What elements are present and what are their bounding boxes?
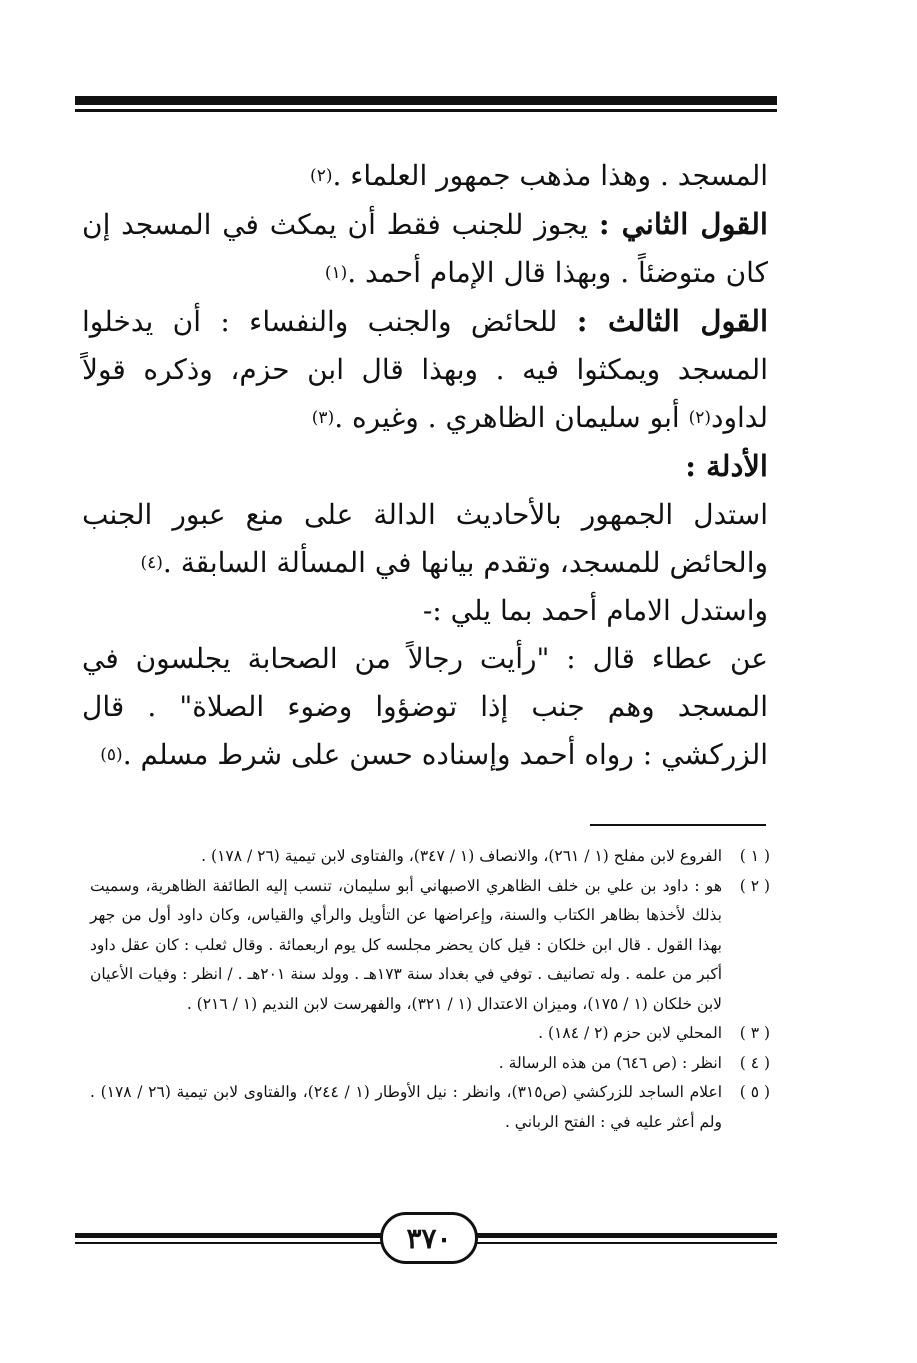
footnote-text: المحلي لابن حزم (٢ / ١٨٤) . (538, 1024, 722, 1042)
third-opinion-text-b: أبو سليمان الظاهري . وغيره . (334, 401, 689, 434)
footnote-number: ( ٢ ) (739, 876, 770, 895)
footnote-3 (90, 1019, 770, 1049)
footnote-ref-3: (٣) (311, 408, 335, 428)
paragraph-second-opinion (82, 200, 768, 297)
footnote-number: ( ٤ ) (739, 1053, 770, 1072)
footnote-ref-1: (١) (324, 263, 348, 283)
paragraph-third-opinion (82, 297, 768, 442)
footnote-separator (590, 824, 766, 826)
main-text (82, 152, 768, 779)
ata-narration-text: عن عطاء قال : "رأيت رجالاً من الصحابة يجلسون في المسجد وهم جنب إذا توضؤوا وضوء الصلاة" . قال الزركشي : رواه أحمد وإسناده حسن على شرط مسلم . (82, 642, 768, 771)
top-rule-thick-line (75, 96, 777, 105)
evidence-heading: الأدلة : (685, 449, 768, 483)
paragraph-ata-narration (82, 635, 768, 779)
footnote-text: انظر : (ص ٦٤٦) من هذه الرسالة . (498, 1053, 722, 1072)
footnote-ref-2b: (٢) (688, 408, 711, 428)
paragraph-majority-evidence (82, 491, 768, 587)
footnote-text: اعلام الساجد للزركشي (ص٣١٥)، وانظر : نيل الأوطار (١ / ٢٤٤)، والفتاوى لابن تيمية (٢٦ / ١٧٨) . ولم أعثر عليه في : الفتح الرباني . (90, 1083, 723, 1131)
footnote-number: ( ٥ ) (739, 1083, 770, 1101)
second-opinion-label: القول الثاني : (598, 207, 768, 241)
third-opinion-text-a: للحائض والجنب والنفساء : أن يدخلوا المسجد ويمكثوا فيه . وبهذا قال ابن حزم، وذكره قولاً لداود (82, 305, 768, 434)
footnote-text: الفروع لابن مفلح (١ / ٢٦١)، والانصاف (١ / ٣٤٧)، والفتاوى لابن تيمية (٢٦ / ١٧٨) . (201, 847, 722, 865)
footnote-text: هو : داود بن علي بن خلف الظاهري الاصبهاني أبو سليمان، تنسب إليه الطائفة الظاهرية، وسميت بذلك لأخذها بظاهر الكتاب والسنة، وإعراضها عن التأويل والرأي والقياس، وكان داود أول من جهر بهذا القول . قال ابن خلكان : قيل كان يحضر مجلسه كل يوم اربعمائة . وقال ثعلب : كان عقل داود أكبر من علمه . وله تصانيف . توفي في بغداد سنة ١٧٣هـ . وولد سنة ٢٠١هـ . / انظر : وفيات الأعيان لابن خلكان (١ / ١٧٥)، وميزان الاعتدال (١ / ٣٢١)، والفهرست لابن النديم (١ / ٢١٦) . (90, 876, 722, 1013)
footnote-ref-2: (٢) (310, 166, 333, 186)
page-number: ٣٧٠ (380, 1212, 478, 1264)
paragraph-1-text: المسجد . وهذا مذهب جمهور العلماء . (332, 159, 768, 192)
ahmad-intro-text: واستدل الامام أحمد بما يلي :- (422, 594, 768, 627)
footnote-5 (90, 1078, 770, 1137)
footnote-ref-4: (٤) (140, 553, 163, 573)
footnote-1 (90, 842, 770, 872)
footnote-number: ( ٣ ) (739, 1024, 770, 1042)
footnote-2 (90, 872, 770, 1020)
footnote-number: ( ١ ) (739, 847, 770, 865)
majority-evidence-text: استدل الجمهور بالأحاديث الدالة على منع عبور الجنب والحائض للمسجد، وتقدم بيانها في المسألة السابقة . (82, 498, 768, 579)
paragraph-1 (82, 152, 768, 200)
top-rule-thin-line (75, 109, 777, 112)
second-opinion-text: يجوز للجنب فقط أن يمكث في المسجد إن كان متوضئاً . وبهذا قال الإمام أحمد . (82, 208, 768, 289)
evidence-heading-line (82, 442, 768, 491)
top-double-rule (75, 96, 777, 116)
footnote-4 (90, 1049, 770, 1079)
paragraph-ahmad-intro (82, 587, 768, 635)
footnote-ref-5: (٥) (100, 745, 123, 765)
third-opinion-label: القول الثالث : (576, 304, 768, 338)
footnotes (90, 842, 770, 1137)
